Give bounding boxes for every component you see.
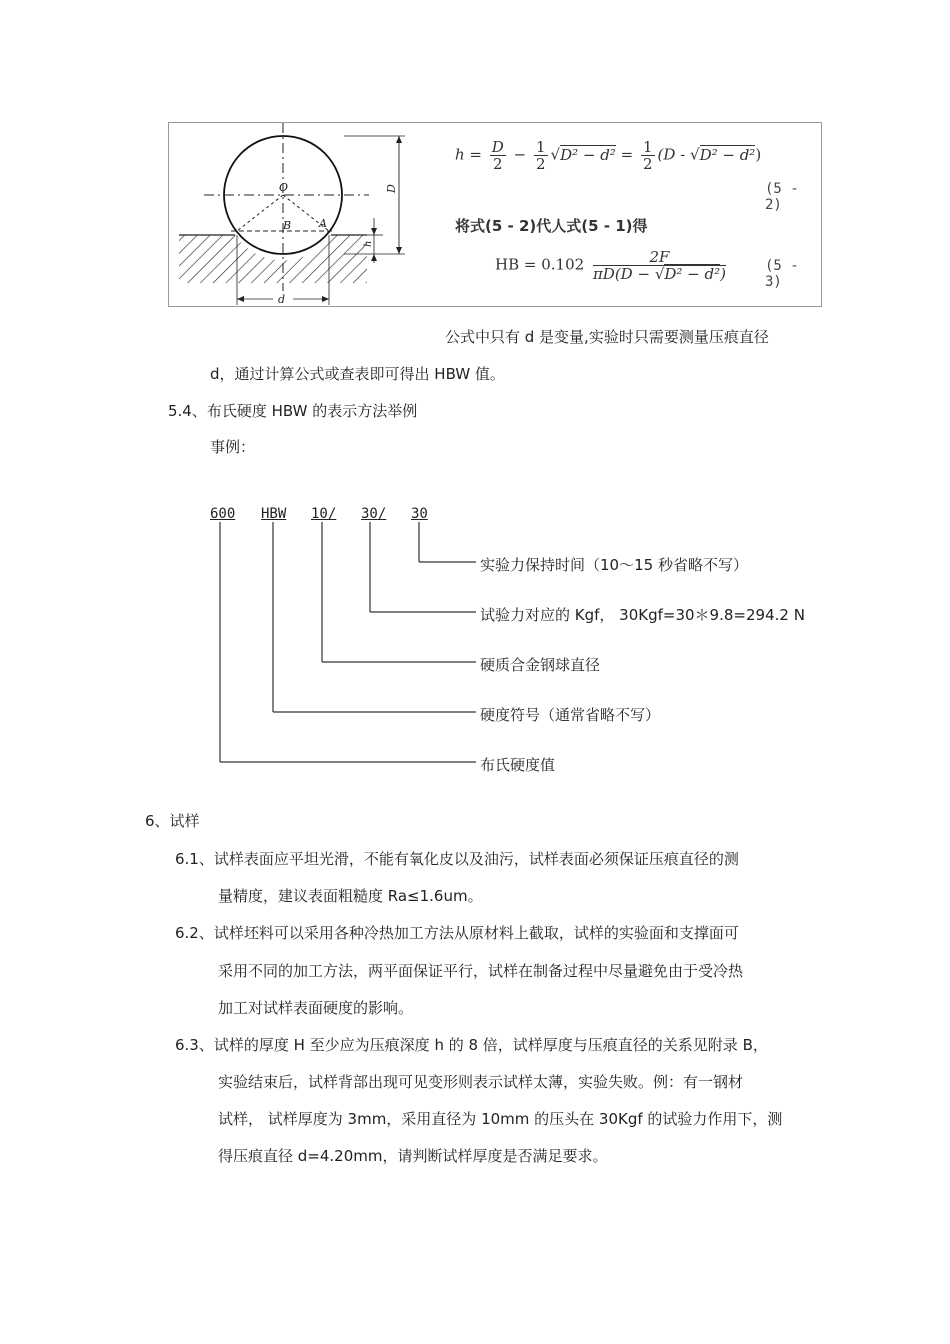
section-5-4-heading: 5.4、布氏硬度 HBW 的表示方法举例 <box>168 402 418 420</box>
clause-6-1-line2: 量精度，建议表面粗糙度 Ra≤1.6um。 <box>218 887 483 905</box>
substitution-note: 将式(5 - 2)代人式(5 - 1)得 <box>455 217 648 235</box>
label-d: d <box>278 293 286 306</box>
equation-number-5-3: (5 - 3) <box>765 258 799 290</box>
notation-desc-time: 实验力保持时间（10～15 秒省略不写） <box>480 556 748 574</box>
clause-6-3-line4: 得压痕直径 d=4.20mm，请判断试样厚度是否满足要求。 <box>218 1147 608 1165</box>
notation-desc-force: 试验力对应的 Kgf， 30Kgf=30＊9.8=294.2 N <box>480 606 805 624</box>
label-A: A <box>319 217 327 230</box>
clause-6-2-line1: 6.2、试样坯料可以采用各种冷热加工方法从原材料上截取，试样的实验面和支撑面可 <box>175 924 739 942</box>
clause-6-1-line1: 6.1、试样表面应平坦光滑，不能有氧化皮以及油污，试样表面必须保证压痕直径的测 <box>175 850 739 868</box>
formula-5-2: h = $\frac{D}{2}$ − $\frac{1}{2}$ √D² − d² = $\frac{1}{2}$ (D - √D² − d²) <box>455 138 762 173</box>
notation-desc-hardness-value: 布氏硬度值 <box>480 756 556 774</box>
formula-lhs: h = <box>455 145 482 164</box>
example-label: 事例： <box>210 438 256 456</box>
notation-desc-symbol: 硬度符号（通常省略不写） <box>480 706 661 724</box>
label-D: D <box>385 184 398 193</box>
indentation-diagram <box>169 123 419 306</box>
notation-part-hardness-value: 600 <box>210 506 236 522</box>
notation-connector-lines <box>0 500 950 800</box>
clause-6-2-line2: 采用不同的加工方法，两平面保证平行，试样在制备过程中尽量避免由于受冷热 <box>218 962 744 980</box>
label-O: O <box>279 181 289 194</box>
clause-6-3-line2: 实验结束后，试样背部出现可见变形则表示试样太薄，实验失败。例：有一钢材 <box>218 1073 744 1091</box>
clause-6-3-line3: 试样， 试样厚度为 3mm，采用直径为 10mm 的压头在 30Kgf 的试验力作用下，测 <box>218 1110 783 1128</box>
notation-part-time: 30 <box>411 506 428 522</box>
notation-desc-ball-diameter: 硬质合金钢球直径 <box>480 656 601 674</box>
figure-panel <box>168 122 822 307</box>
label-B: B <box>283 219 292 232</box>
section-6-heading: 6、试样 <box>145 812 200 830</box>
equation-number-5-2: (5 - 2) <box>765 181 799 213</box>
clause-6-3-line1: 6.3、试样的厚度 H 至少应为压痕深度 h 的 8 倍，试样厚度与压痕直径的关系见附录 B， <box>175 1036 768 1054</box>
label-h: h <box>363 240 374 247</box>
notation-part-force: 30/ <box>361 506 387 522</box>
notation-part-symbol: HBW <box>261 506 287 522</box>
clause-6-2-line3: 加工对试样表面硬度的影响。 <box>218 999 414 1017</box>
paragraph-variable-d-line2: d，通过计算公式或查表即可得出 HBW 值。 <box>210 365 505 383</box>
formula-5-3: HB = 0.102 $\frac{2F}{\text{πD(D − √D² − d²)}}$ <box>495 248 726 283</box>
notation-part-ball-diameter: 10/ <box>311 506 337 522</box>
paragraph-variable-d-line1: 公式中只有 d 是变量,实验时只需要测量压痕直径 <box>445 328 769 346</box>
